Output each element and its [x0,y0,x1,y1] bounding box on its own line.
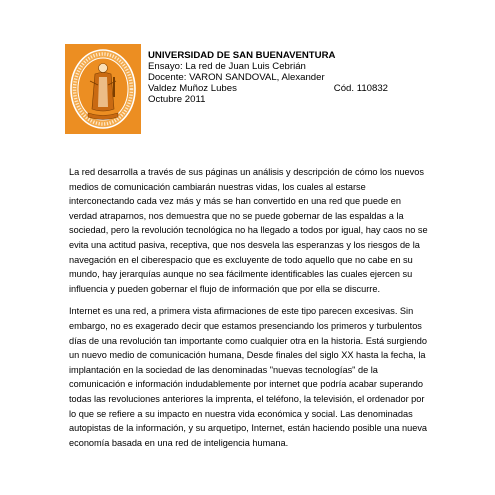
document-header [148,50,388,105]
paragraph-2: Internet es una red, a primera vista afirmaciones de este tipo parecen excesivas. Sin embargo, no es exagerado decir que estamos presenciando los primeros y turbulentos días de una revolución tan importante como cualquier otra en la historia. Está surgiendo un nuevo medio de comunicación humana, Desde finales del siglo XX hasta la fecha, la implantación en la sociedad de las denominadas "nuevas tecnologías" de la comunicación e información indudablemente por internet que podría acabar superando todas las revoluciones anteriores la imprenta, el teléfono, la televisión, el ordenador por lo que se refiere a su impacto en nuestra vida económica y social. Las denominadas autopistas de la información, y su arquetipo, Internet, están haciendo posible una nueva economía basada en una red de inteligencia humana. [69,306,428,448]
student-code: Cód. 110832 [333,83,388,94]
university-seal-icon [68,47,138,131]
document-body [69,165,429,458]
teacher-name: Docente: VARON SANDOVAL, Alexander [148,72,325,83]
paragraph-1: La red desarrolla a través de sus páginas un análisis y descripción de cómo los nuevos medios de comunicación cambiarán nuestras vidas, los cuales al estarse interconectando cada vez más y más se han convertido en una red que puede en verdad atraparnos, nos demuestra que no se puede gobernar de las espaldas a la sociedad, pero la revolución tecnológica no ha llegado a todos por igual, hay caos no se evita una actitud pasiva, receptiva, que nos desvela las esperanzas y los riesgos de la navegación en el ciberespacio que es excluyente de todo aquello que no cabe en su mundo, hay jerarquías aunque no sea fácilmente identificables las cuales ejercen su influencia y pueden gobernar el flujo de información que por ella se discurre. [69,167,428,294]
document-date: Octubre 2011 [148,94,206,105]
university-logo [65,44,141,134]
essay-title: Ensayo: La red de Juan Luis Cebrián [148,61,306,72]
student-name: Valdez Muñoz Lubes [148,83,237,94]
university-name: UNIVERSIDAD DE SAN BUENAVENTURA [148,50,336,61]
student-row [148,83,388,94]
